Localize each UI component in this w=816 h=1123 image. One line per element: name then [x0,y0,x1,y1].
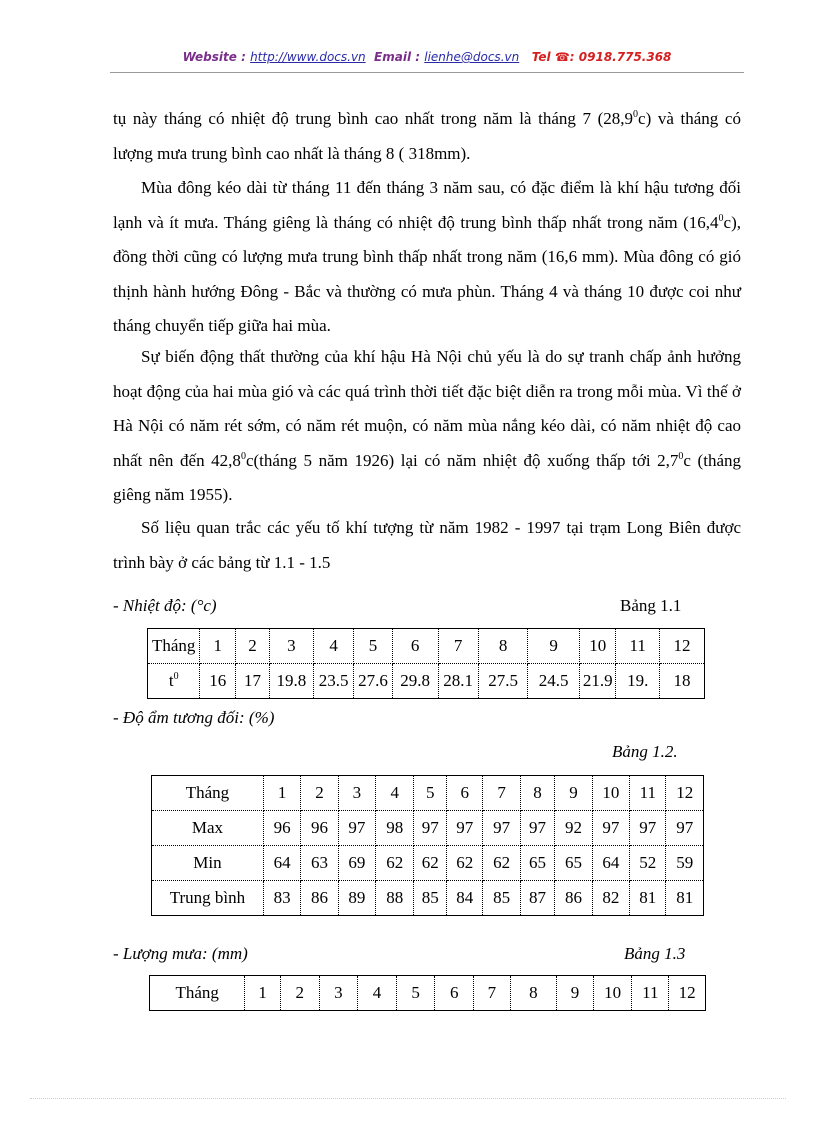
table-cell: 1 [200,629,236,664]
table-cell: 24.5 [528,664,579,699]
table-cell: 97 [592,811,629,846]
table-cell: Trung bình [152,881,264,916]
table-cell: 97 [446,811,482,846]
table-cell: 7 [474,976,511,1011]
table-cell: 85 [414,881,447,916]
table-cell: Tháng [150,976,245,1011]
table-cell: 59 [666,846,704,881]
table-cell: 6 [392,629,438,664]
table-cell: 11 [630,776,666,811]
table-cell: 5 [396,976,435,1011]
table-cell: 65 [520,846,554,881]
rainfall-table [149,975,706,1011]
table-cell: 98 [376,811,414,846]
table-cell: 4 [376,776,414,811]
table-cell: 4 [358,976,397,1011]
table-cell: 8 [510,976,557,1011]
table-cell: 11 [616,629,659,664]
table-row [152,881,704,916]
table-cell: 2 [301,776,338,811]
paragraph-2: Mùa đông kéo dài từ tháng 11 đến tháng 3 năm sau, có đặc điểm là khí hậu tương đối lạnh và ít mưa. Tháng giêng là tháng có nhiệt độ trung bình thấp nhất trong năm (16,4$^0$c), đồng thời cũng có lượng mưa trung bình thấp nhất trong năm (16,6 mm). Mùa đông có gió thịnh hành hướng Đông - Bắc và thường có mưa phùn. Tháng 4 và tháng 10 được coi như tháng chuyển tiếp giữa hai mùa. [113,178,741,335]
table-cell: 88 [376,881,414,916]
table-cell: 3 [319,976,358,1011]
table-cell: 89 [338,881,375,916]
table-cell: 23.5 [313,664,353,699]
table-cell: 96 [263,811,300,846]
table-cell: 21.9 [579,664,616,699]
table-cell: 10 [593,976,632,1011]
footer-divider [30,1098,786,1099]
paragraph-3: Sự biến động thất thường của khí hậu Hà Nội chủ yếu là do sự tranh chấp ảnh hưởng hoạt động của hai mùa gió và các quá trình thời tiết đặc biệt diễn ra trong mỗi mùa. Vì thế ở Hà Nội có năm rét sớm, có năm rét muộn, có năm mùa nắng kéo dài, có năm nhiệt độ cao nhất nên đến 42,8$^0$c(tháng 5 năm 1926) lại có năm nhiệt độ xuống thấp tới $2,7^0c$ (tháng giêng năm 1955). [113,347,741,504]
table-cell: 62 [414,846,447,881]
table-cell: 87 [520,881,554,916]
table-cell: 65 [555,846,592,881]
table-cell: 8 [520,776,554,811]
table-cell: 8 [478,629,528,664]
table-cell: 12 [669,976,706,1011]
table-cell: 64 [263,846,300,881]
table-cell: 96 [301,811,338,846]
table-cell: 97 [520,811,554,846]
table-cell: 5 [414,776,447,811]
table-cell: Min [152,846,264,881]
table-cell: 81 [630,881,666,916]
table-cell: 82 [592,881,629,916]
table-cell: 84 [446,881,482,916]
table-cell: 9 [557,976,594,1011]
table-row [150,976,706,1011]
table2-label: Bảng 1.2. [612,742,678,761]
page-header [112,50,742,64]
table-cell: 97 [338,811,375,846]
website-link[interactable]: http://www.docs.vn [250,50,366,64]
table-cell: Max [152,811,264,846]
table-cell: 9 [555,776,592,811]
table-cell: 2 [236,629,270,664]
table-cell: 3 [338,776,375,811]
table-cell: 12 [666,776,704,811]
table-row [148,629,705,664]
table-cell: 97 [483,811,520,846]
website-label: Website : [182,50,246,64]
table-cell: 6 [435,976,474,1011]
table-cell: 16 [200,664,236,699]
table-cell: 97 [666,811,704,846]
table-cell: 52 [630,846,666,881]
table-cell: 64 [592,846,629,881]
table-cell: Tháng [148,629,200,664]
table-cell: 19.8 [269,664,313,699]
table-cell: 92 [555,811,592,846]
header-divider [110,72,744,73]
table-row [148,664,705,699]
table-cell: 62 [376,846,414,881]
table-cell: 19. [616,664,659,699]
table1-label: Bảng 1.1 [620,596,682,615]
table-cell: 11 [632,976,669,1011]
table-cell: 17 [236,664,270,699]
table-cell: 86 [555,881,592,916]
tel-number: 0918.775.368 [578,50,672,64]
table3-caption: - Lượng mưa: (mm) [113,944,248,963]
table-cell: 62 [483,846,520,881]
table-cell: 97 [414,811,447,846]
table-cell: 69 [338,846,375,881]
table-cell: 9 [528,629,579,664]
table-cell: 27.5 [478,664,528,699]
table-cell: 7 [438,629,478,664]
table-cell: 62 [446,846,482,881]
table-cell: 1 [263,776,300,811]
table-cell: Tháng [152,776,264,811]
paragraph-4: Số liệu quan trắc các yếu tố khí tượng từ năm 1982 - 1997 tại trạm Long Biên được trình bày ở các bảng từ 1.1 - 1.5 [113,518,741,572]
table-cell: 10 [592,776,629,811]
table-cell: 1 [245,976,281,1011]
table-row [152,846,704,881]
table-cell: 5 [354,629,392,664]
table-cell: 81 [666,881,704,916]
table-cell: 28.1 [438,664,478,699]
table-cell: 4 [313,629,353,664]
paragraph-1: tụ này tháng có nhiệt độ trung bình cao nhất trong năm là tháng 7 (28,9$^0$c) và tháng có lượng mưa trung bình cao nhất là tháng 8 ( 318mm). [113,109,741,163]
table-cell: 83 [263,881,300,916]
temperature-table [147,628,705,699]
table-cell: 7 [483,776,520,811]
email-label: Email : [374,50,421,64]
table-cell: 63 [301,846,338,881]
table2-caption: - Độ ẩm tương đối: (%) [113,708,275,727]
table-cell: 85 [483,881,520,916]
table-cell: 10 [579,629,616,664]
table-cell: 97 [630,811,666,846]
table-cell: 3 [269,629,313,664]
table-cell: 27.6 [354,664,392,699]
table-cell: 29.8 [392,664,438,699]
table3-label: Bảng 1.3 [624,944,686,963]
table1-caption: - Nhiệt độ: (°c) [113,596,217,615]
table-cell: 2 [280,976,319,1011]
humidity-table [151,775,704,916]
table-row [152,811,704,846]
table-cell: 12 [659,629,704,664]
tel-label: Tel ☎: [531,50,575,64]
table-cell: 6 [446,776,482,811]
table-cell: $t^0$ [148,664,200,699]
table-cell: 18 [659,664,704,699]
table-cell: 86 [301,881,338,916]
email-link[interactable]: lienhe@docs.vn [424,50,520,64]
table-row [152,776,704,811]
